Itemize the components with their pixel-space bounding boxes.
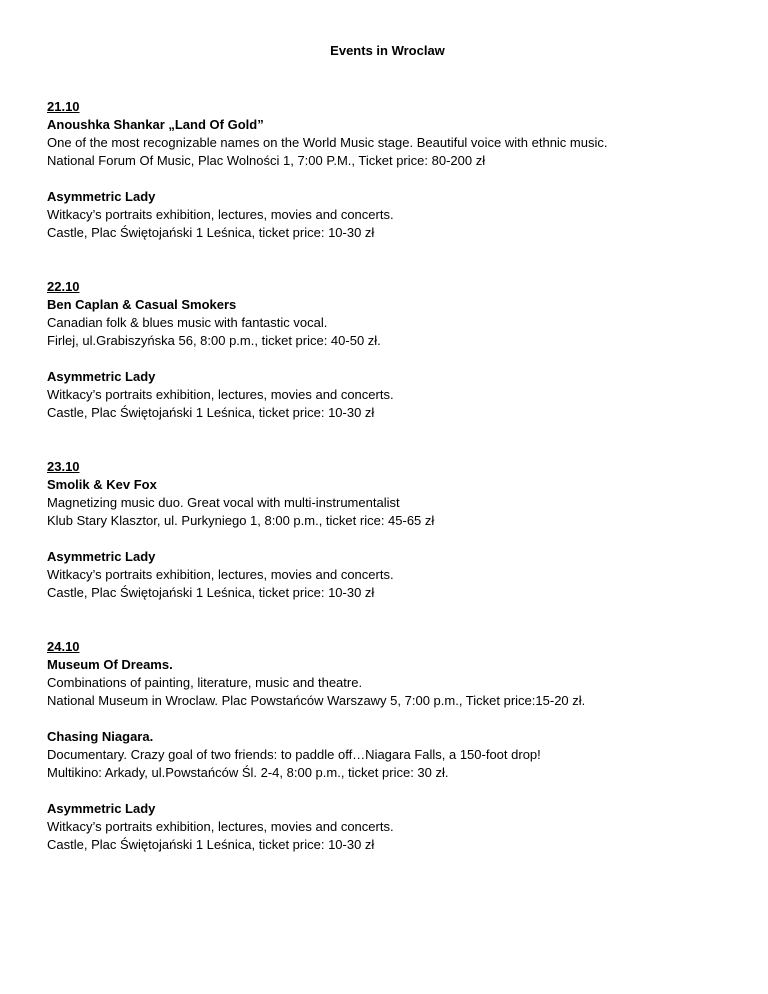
document-title: Events in Wroclaw xyxy=(330,43,445,58)
event-description: Canadian folk & blues music with fantastic vocal. xyxy=(47,315,328,330)
event-item xyxy=(47,296,728,350)
event-details: Firlej, ul.Grabiszyńska 56, 8:00 p.m., ticket price: 40-50 zł. xyxy=(47,333,381,348)
day-section xyxy=(47,98,728,242)
event-details: Castle, Plac Świętojański 1 Leśnica, ticket price: 10-30 zł xyxy=(47,405,375,420)
event-details: Castle, Plac Świętojański 1 Leśnica, ticket price: 10-30 zł xyxy=(47,837,375,852)
event-item xyxy=(47,116,728,170)
event-item xyxy=(47,548,728,602)
event-title: Chasing Niagara. xyxy=(47,729,154,744)
event-item xyxy=(47,476,728,530)
event-title: Anoushka Shankar „Land Of Gold” xyxy=(47,117,264,132)
event-description: One of the most recognizable names on the World Music stage. Beautiful voice with ethnic music. xyxy=(47,135,608,150)
event-date: 23.10 xyxy=(47,459,80,474)
event-item xyxy=(47,188,728,242)
event-description: Witkacy’s portraits exhibition, lectures, movies and concerts. xyxy=(47,567,394,582)
event-item xyxy=(47,656,728,710)
event-item xyxy=(47,728,728,782)
event-title: Ben Caplan & Casual Smokers xyxy=(47,297,237,312)
event-description: Magnetizing music duo. Great vocal with multi-instrumentalist xyxy=(47,495,400,510)
event-title: Smolik & Kev Fox xyxy=(47,477,157,492)
event-details: National Forum Of Music, Plac Wolności 1, 7:00 P.M., Ticket price: 80-200 zł xyxy=(47,153,486,168)
event-title: Museum Of Dreams. xyxy=(47,657,173,672)
event-description: Witkacy’s portraits exhibition, lectures, movies and concerts. xyxy=(47,207,394,222)
event-date: 22.10 xyxy=(47,279,80,294)
event-details: Castle, Plac Świętojański 1 Leśnica, ticket price: 10-30 zł xyxy=(47,225,375,240)
event-details: Klub Stary Klasztor, ul. Purkyniego 1, 8:00 p.m., ticket rice: 45-65 zł xyxy=(47,513,435,528)
event-title: Asymmetric Lady xyxy=(47,369,156,384)
event-title: Asymmetric Lady xyxy=(47,801,156,816)
day-section xyxy=(47,458,728,602)
event-title: Asymmetric Lady xyxy=(47,549,156,564)
day-section xyxy=(47,638,728,854)
event-details: Multikino: Arkady, ul.Powstańców Śl. 2-4, 8:00 p.m., ticket price: 30 zł. xyxy=(47,765,449,780)
event-title: Asymmetric Lady xyxy=(47,189,156,204)
event-date: 21.10 xyxy=(47,99,80,114)
event-description: Witkacy’s portraits exhibition, lectures, movies and concerts. xyxy=(47,387,394,402)
event-description: Documentary. Crazy goal of two friends: to paddle off…Niagara Falls, a 150-foot drop! xyxy=(47,747,541,762)
event-description: Combinations of painting, literature, music and theatre. xyxy=(47,675,363,690)
event-item xyxy=(47,800,728,854)
event-item xyxy=(47,368,728,422)
event-details: National Museum in Wroclaw. Plac Powstańców Warszawy 5, 7:00 p.m., Ticket price:15-20 zł. xyxy=(47,693,586,708)
day-section xyxy=(47,278,728,422)
event-details: Castle, Plac Świętojański 1 Leśnica, ticket price: 10-30 zł xyxy=(47,585,375,600)
event-description: Witkacy’s portraits exhibition, lectures, movies and concerts. xyxy=(47,819,394,834)
event-date: 24.10 xyxy=(47,639,80,654)
